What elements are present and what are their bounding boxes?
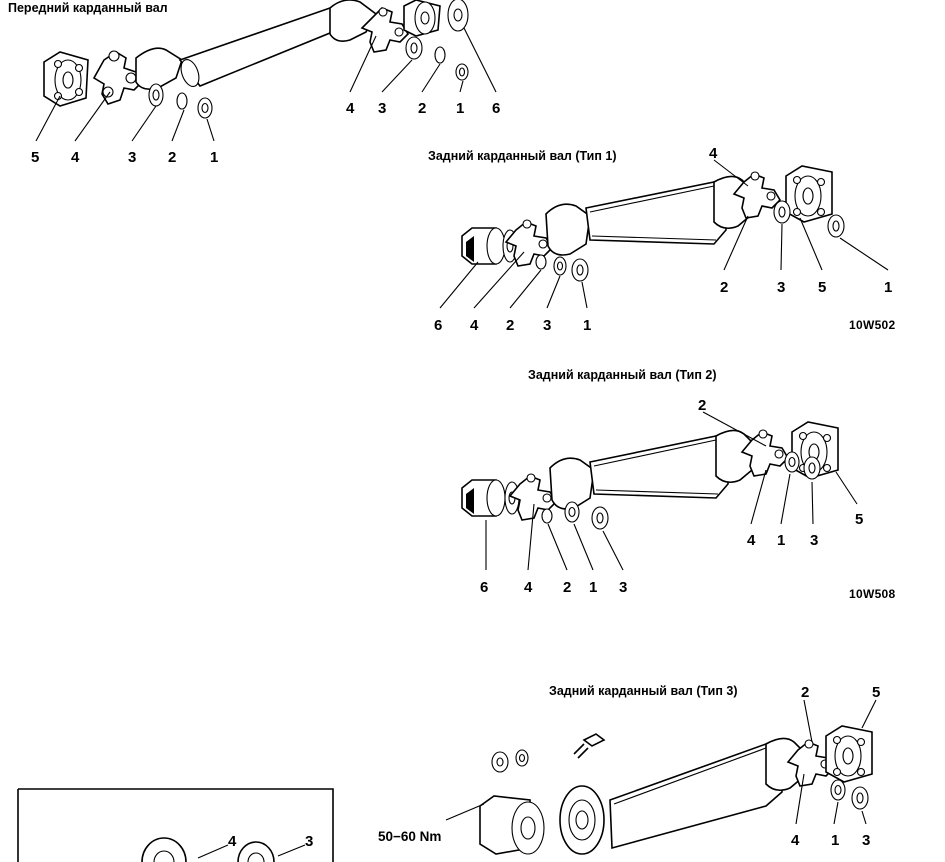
callout-type2-3-right: 3 bbox=[810, 532, 819, 549]
callout-front-2-left: 2 bbox=[168, 149, 177, 166]
section-title-front-shaft: Передний карданный вал bbox=[8, 1, 168, 15]
section-title-rear-type2: Задний карданный вал (Тип 2) bbox=[528, 368, 717, 382]
callout-front-1-left: 1 bbox=[210, 149, 219, 166]
callout-type2-5-right: 5 bbox=[855, 511, 864, 528]
callout-type2-6-left: 6 bbox=[480, 579, 489, 596]
front-shaft-group bbox=[36, 0, 496, 141]
callout-type1-4-left: 4 bbox=[470, 317, 479, 334]
callout-type2-4-right: 4 bbox=[747, 532, 756, 549]
callout-front-6-right: 6 bbox=[492, 100, 501, 117]
callout-type1-1-right: 1 bbox=[884, 279, 893, 296]
callout-type2-4-left: 4 bbox=[524, 579, 533, 596]
callout-type2-3-left: 3 bbox=[619, 579, 628, 596]
torque-spec-note: 50−60 Nm bbox=[378, 829, 442, 844]
callout-type1-3-right: 3 bbox=[777, 279, 786, 296]
figure-code-10w508: 10W508 bbox=[849, 587, 896, 601]
callout-type2-2-left: 2 bbox=[563, 579, 572, 596]
callout-detail-4: 4 bbox=[228, 833, 237, 850]
callout-type1-5-right: 5 bbox=[818, 279, 827, 296]
callout-type1-2-left: 2 bbox=[506, 317, 515, 334]
callout-front-5-left: 5 bbox=[31, 149, 40, 166]
rear-shaft-type3-group bbox=[446, 700, 876, 854]
rear-shaft-type2-group bbox=[462, 412, 857, 570]
callout-front-4-left: 4 bbox=[71, 149, 80, 166]
callout-type2-1-right: 1 bbox=[777, 532, 786, 549]
callout-type3-3-bottom: 3 bbox=[862, 832, 871, 849]
callout-type1-1-left: 1 bbox=[583, 317, 592, 334]
callout-type3-2-top: 2 bbox=[801, 684, 810, 701]
callout-type1-3-left: 3 bbox=[543, 317, 552, 334]
callout-type2-2-top: 2 bbox=[698, 397, 707, 414]
callout-front-3-right: 3 bbox=[378, 100, 387, 117]
section-title-rear-type1: Задний карданный вал (Тип 1) bbox=[428, 149, 617, 163]
callout-type1-4-top: 4 bbox=[709, 145, 718, 162]
callout-front-4-right: 4 bbox=[346, 100, 355, 117]
callout-front-3-left: 3 bbox=[128, 149, 137, 166]
callout-type3-5-top: 5 bbox=[872, 684, 881, 701]
detail-box-group bbox=[18, 789, 333, 862]
callout-type2-1-left: 1 bbox=[589, 579, 598, 596]
callout-type1-6-left: 6 bbox=[434, 317, 443, 334]
callout-type1-2-right: 2 bbox=[720, 279, 729, 296]
callout-detail-3: 3 bbox=[305, 833, 314, 850]
callout-type3-4-bottom: 4 bbox=[791, 832, 800, 849]
callout-type3-1-bottom: 1 bbox=[831, 832, 840, 849]
callout-front-1-right: 1 bbox=[456, 100, 465, 117]
callout-front-2-right: 2 bbox=[418, 100, 427, 117]
figure-code-10w502: 10W502 bbox=[849, 318, 896, 332]
section-title-rear-type3: Задний карданный вал (Тип 3) bbox=[549, 684, 738, 698]
